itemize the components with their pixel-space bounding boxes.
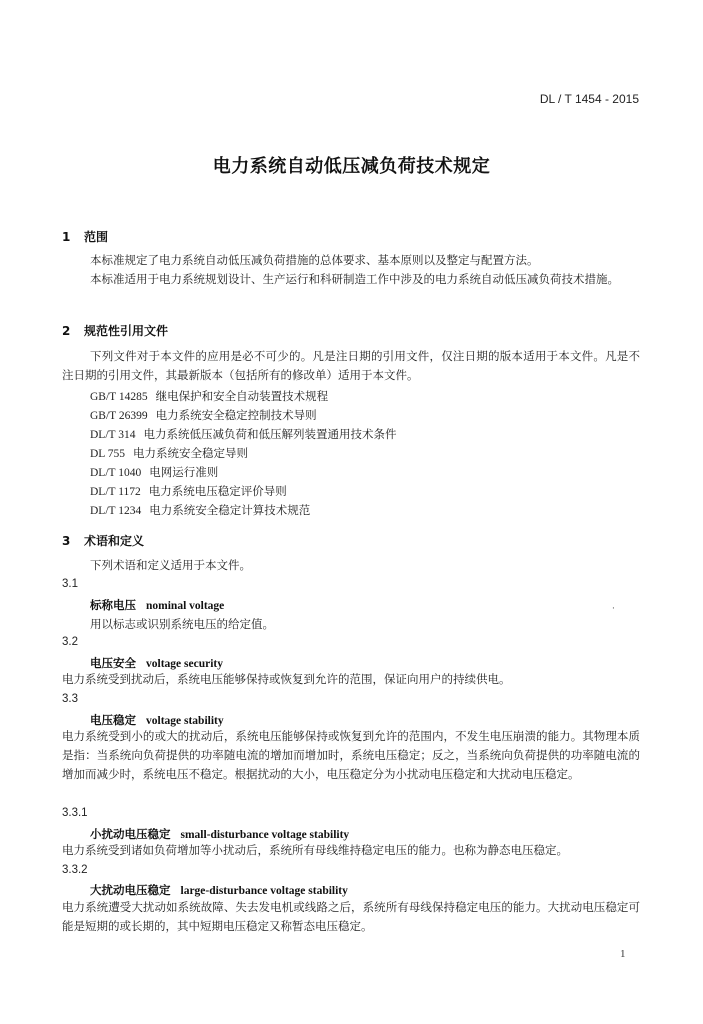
term-heading xyxy=(90,712,224,728)
paragraph: 本标准规定了电力系统自动低压减负荷措施的总体要求、基本原则以及整定与配置方法。 xyxy=(90,253,539,267)
scan-mark: · xyxy=(612,604,615,614)
reference-item xyxy=(90,388,328,404)
term-en: nominal voltage xyxy=(146,600,225,612)
term-zh: 标称电压 xyxy=(90,598,136,612)
clause-number: 3.3 xyxy=(62,693,78,705)
term-en: small-disturbance voltage stability xyxy=(180,829,350,841)
reference-title: 电网运行准则 xyxy=(149,465,219,479)
reference-item xyxy=(90,483,287,499)
term-en: voltage stability xyxy=(146,715,224,727)
term-heading xyxy=(90,597,224,613)
section-title: 术语和定义 xyxy=(84,534,145,548)
reference-item xyxy=(90,426,396,442)
term-en: voltage security xyxy=(146,658,223,670)
paragraph: 本标准适用于电力系统规划设计、生产运行和科研制造工作中涉及的电力系统自动低压减负荷技术措施。 xyxy=(90,272,619,286)
term-definition: 用以标志或识别系统电压的给定值。 xyxy=(90,617,274,631)
term-definition: 电力系统遭受大扰动如系统故障、失去发电机或线路之后，系统所有母线保持稳定电压的能力。大扰动电压稳定可能是短期的或长期的，其中短期电压稳定又称暂态电压稳定。 xyxy=(62,900,640,933)
reference-title: 电力系统电压稳定评价导则 xyxy=(148,484,287,498)
reference-code: DL/T 314 xyxy=(90,429,136,441)
reference-item xyxy=(90,464,218,480)
term-definition: 电力系统受到小的或大的扰动后，系统电压能够保持或恢复到允许的范围内，不发生电压崩溃的能力。其物理本质是指：当系统向负荷提供的功率随电流的增加而增加时，系统电压稳定；反之，当系统向负荷提供的功率随电流的增加而减少时，系统电压不稳定。根据扰动的大小，电压稳定分为小扰动电压稳定和大扰动电压稳定。 xyxy=(62,729,640,781)
reference-title: 继电保护和安全自动装置技术规程 xyxy=(155,389,329,403)
reference-code: DL 755 xyxy=(90,448,126,460)
reference-title: 电力系统低压减负荷和低压解列装置通用技术条件 xyxy=(143,427,397,441)
document-title: 电力系统自动低压减负荷技术规定 xyxy=(212,156,491,177)
reference-code: DL/T 1040 xyxy=(90,467,142,479)
reference-code: DL/T 1172 xyxy=(90,486,141,498)
term-zh: 小扰动电压稳定 xyxy=(90,827,171,841)
section-number: 3 xyxy=(62,534,71,548)
clause-number: 3.3.1 xyxy=(62,807,88,819)
section-title: 范围 xyxy=(84,230,109,244)
section-heading xyxy=(62,322,168,339)
section-number: 1 xyxy=(62,230,71,244)
page-number: 1 xyxy=(620,948,626,960)
reference-code: GB/T 26399 xyxy=(90,410,148,422)
section-title: 规范性引用文件 xyxy=(84,324,169,338)
term-heading xyxy=(90,655,223,671)
reference-title: 电力系统安全稳定控制技术导则 xyxy=(155,408,317,422)
term-zh: 电压安全 xyxy=(90,656,136,670)
term-en: large-disturbance voltage stability xyxy=(180,885,348,897)
term-zh: 大扰动电压稳定 xyxy=(90,883,171,897)
reference-item xyxy=(90,502,310,518)
term-heading xyxy=(90,826,349,842)
paragraph: 下列术语和定义适用于本文件。 xyxy=(90,558,251,572)
reference-title: 电力系统安全稳定计算技术规范 xyxy=(149,503,311,517)
section-heading xyxy=(62,228,108,245)
reference-item xyxy=(90,407,317,423)
reference-title: 电力系统安全稳定导则 xyxy=(133,446,249,460)
term-zh: 电压稳定 xyxy=(90,713,136,727)
clause-number: 3.1 xyxy=(62,578,78,590)
term-definition: 电力系统受到扰动后，系统电压能够保持或恢复到允许的范围，保证向用户的持续供电。 xyxy=(62,672,511,686)
clause-number: 3.2 xyxy=(62,636,78,648)
reference-code: DL/T 1234 xyxy=(90,505,142,517)
clause-number: 3.3.2 xyxy=(62,864,88,876)
section-number: 2 xyxy=(62,324,71,338)
standard-number: DL / T 1454 - 2015 xyxy=(539,92,639,106)
reference-code: GB/T 14285 xyxy=(90,391,148,403)
reference-item xyxy=(90,445,248,461)
term-definition: 电力系统受到诸如负荷增加等小扰动后，系统所有母线维持稳定电压的能力。也称为静态电压稳定。 xyxy=(62,843,568,857)
section-heading xyxy=(62,532,144,549)
term-heading xyxy=(90,882,348,898)
paragraph: 下列文件对于本文件的应用是必不可少的。凡是注日期的引用文件，仅注日期的版本适用于本文件。凡是不注日期的引用文件，其最新版本（包括所有的修改单）适用于本文件。 xyxy=(62,349,640,382)
